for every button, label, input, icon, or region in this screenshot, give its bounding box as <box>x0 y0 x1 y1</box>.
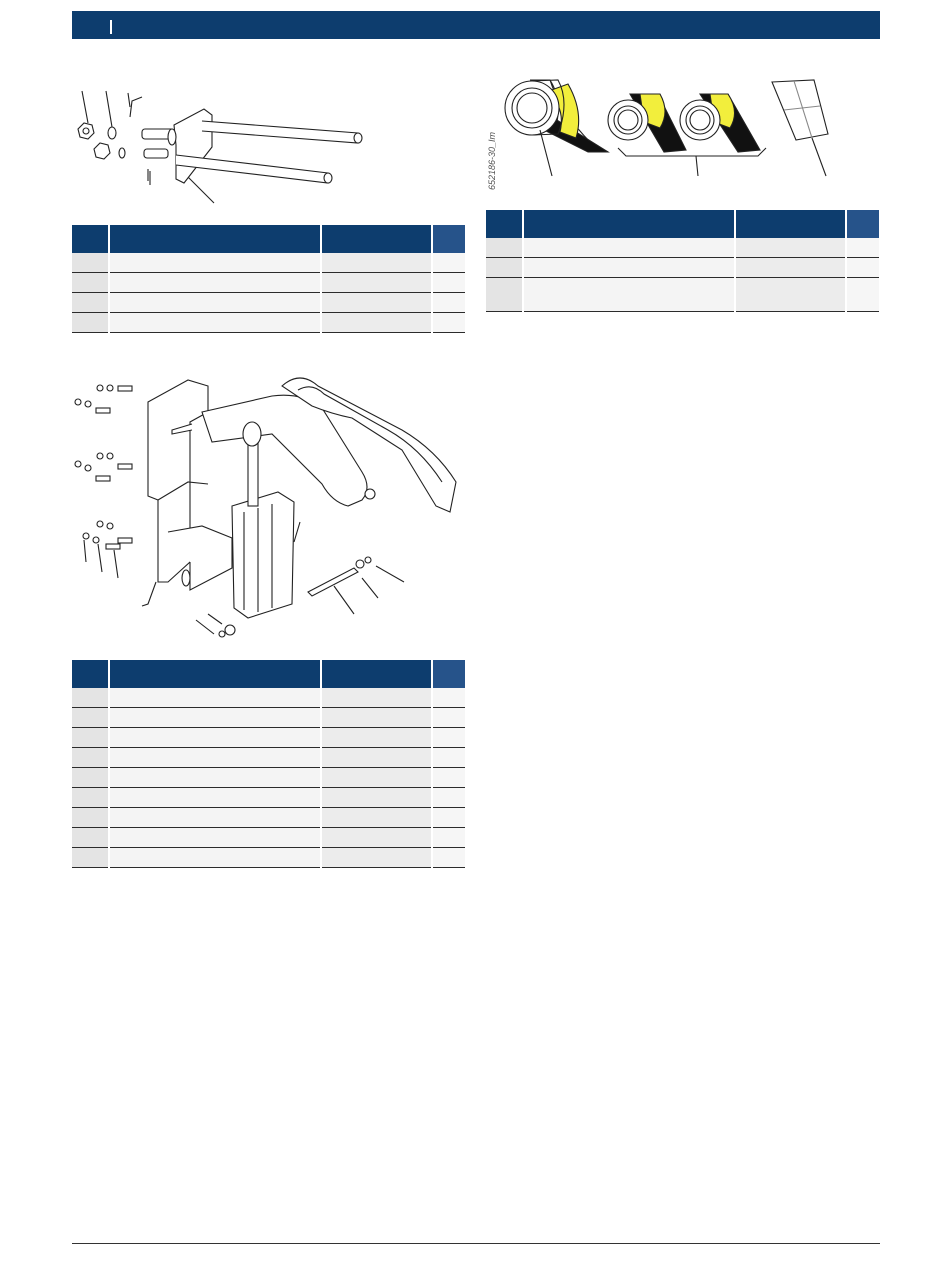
table-row <box>72 293 465 313</box>
figure-code: 652186-30_Im <box>487 131 497 190</box>
table-header-row <box>72 225 465 253</box>
footer-rule <box>72 1243 880 1244</box>
table-row <box>72 788 465 808</box>
table-row <box>72 253 465 273</box>
table-row <box>72 688 465 708</box>
header-divider <box>110 20 112 34</box>
table-row <box>486 278 879 312</box>
table-row <box>72 273 465 293</box>
table-row <box>72 748 465 768</box>
figure-rod-assembly <box>72 85 372 210</box>
parts-table-3 <box>72 660 465 868</box>
table-row <box>486 258 879 278</box>
header-bar <box>72 11 880 39</box>
table-row <box>72 828 465 848</box>
bolt-set-top <box>75 385 132 413</box>
table-header-row <box>72 660 465 688</box>
table-row <box>72 313 465 333</box>
table-header-row <box>486 210 879 238</box>
table-row <box>72 848 465 868</box>
figure-cylinder-assembly <box>72 372 472 644</box>
parts-table-1 <box>72 225 465 333</box>
table-row <box>72 708 465 728</box>
table-row <box>72 728 465 748</box>
parts-table-2 <box>486 210 879 312</box>
table-row <box>72 808 465 828</box>
table-row <box>72 768 465 788</box>
figure-tape-rolls <box>500 72 840 187</box>
table-row <box>486 238 879 258</box>
